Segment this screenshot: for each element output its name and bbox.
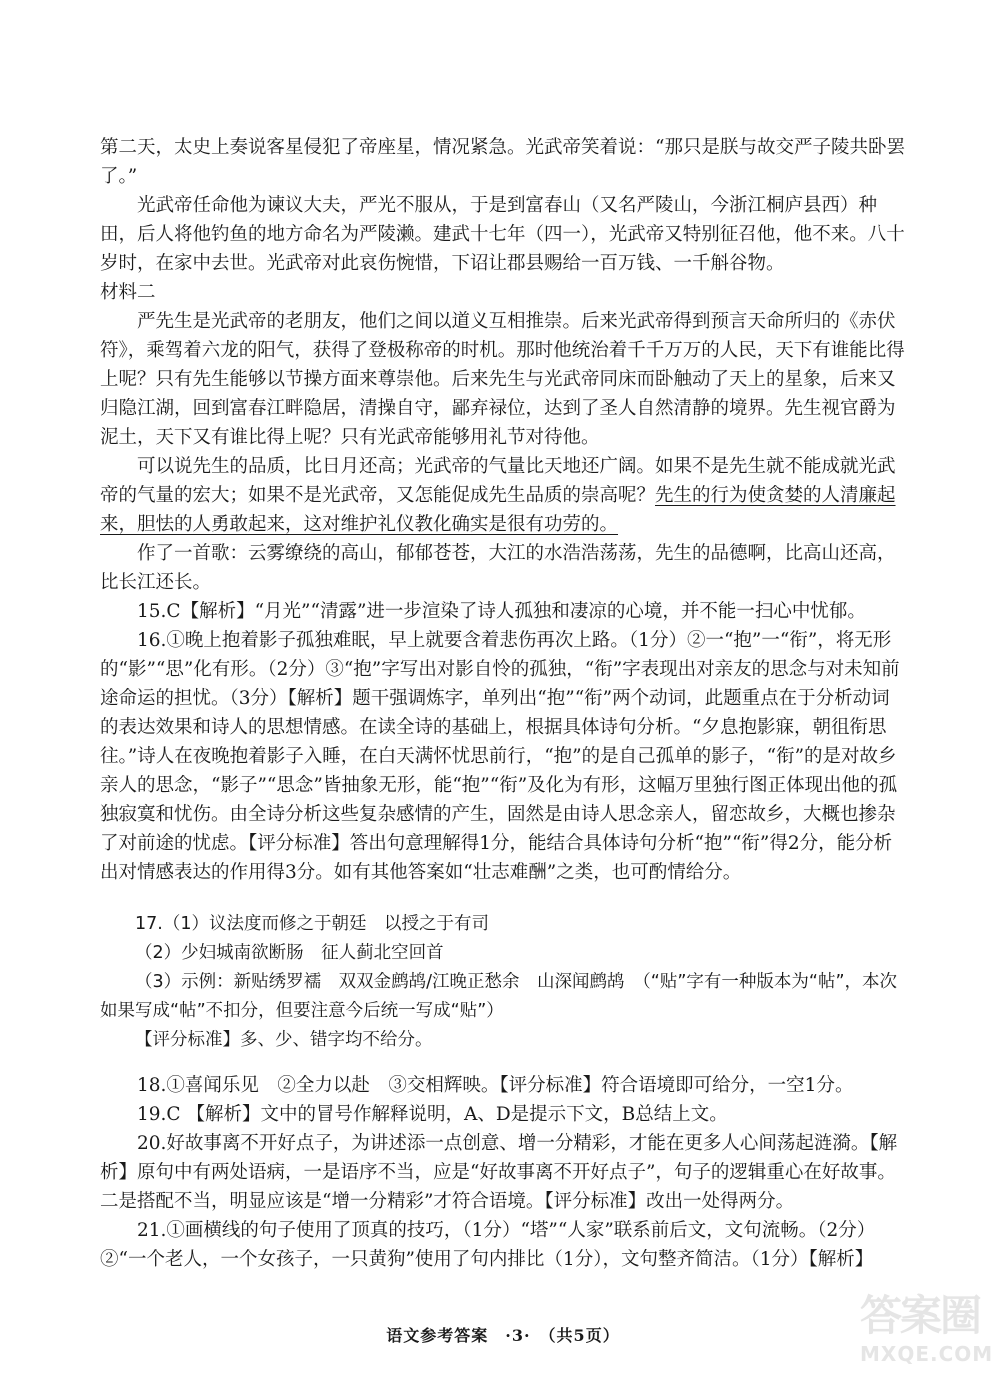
watermark-big-text: 答案圈 (860, 1291, 981, 1340)
answer-19: 19.C 【解析】文中的冒号作解释说明，A、D是提示下文，B总结上文。 (137, 1104, 728, 1125)
material2-paragraph-2-text: 可以说先生的品质，比日月还高；光武帝的气量比天地还广阔。如果不是先生就不能成就光武帝的气量的宏大；如果不是光武帝，又怎能促成先生品质的崇高呢？ (100, 456, 896, 506)
page-footer: 语文参考答案 ·3· （共5页） (386, 1326, 620, 1345)
answer-17-3: （3）示例：新贴绣罗襦 双双金鹧鸪/江晚正愁余 山深闻鹧鸪 （“贴”字有一种版本为“帖”，本次如果写成“帖”不扣分，但要注意今后统一写成“贴”） (100, 972, 898, 1021)
material2-paragraph-2 (100, 452, 906, 539)
material1-tail-paragraph-1: 第二天，太史上奏说客星侵犯了帝座星，情况紧急。光武帝笑着说：“那只是朕与故交严子陵共卧罢了。” (100, 137, 905, 187)
watermark-small-text: MXQE.COM (860, 1342, 994, 1366)
underlined-sentence: 先生的行为使贪婪的人清廉起来，胆怯的人勇敢起来，这对维护礼仪教化确实是很有功劳的。 (100, 485, 896, 535)
answer-17-1: 17.（1）议法度而修之于朝廷 以授之于有司 (135, 914, 489, 934)
answer-17-2: （2）少妇城南欲断肠 征人蓟北空回首 (135, 943, 444, 963)
answer-17-standard: 【评分标准】多、少、错字均不给分。 (135, 1030, 433, 1050)
answer-20: 20.好故事离不开好点子，为讲述添一点创意、增一分精彩，才能在更多人心间荡起涟漪。【解析】原句中有两处语病，一是语序不当，应是“好故事离不开好点子”，句子的逻辑重心在好故事。二是搭配不当，明显应该是“增一分精彩”才符合语境。【评分标准】改出一处得两分。 (100, 1133, 898, 1212)
answer-page (100, 0, 906, 1384)
watermark-logo (860, 1290, 994, 1380)
material2-paragraph-1: 严先生是光武帝的老朋友，他们之间以道义互相推崇。后来光武帝得到预言天命所归的《赤伏符》，乘驾着六龙的阳气，获得了登极称帝的时机。那时他统治着千千万万的人民，天下有谁能比得上呢？只有先生能够以节操方面来尊崇他。后来先生与光武帝同床而卧触动了天上的星象，后来又归隐江湖，回到富春江畔隐居，清操自守，鄙弃禄位，达到了圣人自然清静的境界。先生视官爵为泥土，天下又有谁比得上呢？只有光武帝能够用礼节对待他。 (100, 311, 905, 448)
material2-paragraph-3: 作了一首歌：云雾缭绕的高山，郁郁苍苍，大江的水浩浩荡荡，先生的品德啊，比高山还高，比长江还长。 (100, 543, 896, 593)
answer-18: 18.①喜闻乐见 ②全力以赴 ③交相辉映。【评分标准】符合语境即可给分，一空1分。 (137, 1075, 854, 1096)
answer-16: 16.①晚上抱着影子孤独难眠，早上就要含着悲伤再次上路。（1分）②一“抱”一“衔”，将无形的“影”“思”化有形。（2分）③“抱”字写出对影自怜的孤独，“衔”字表现出对亲友的思念与对未知前途命运的担忧。（3分）【解析】题干强调炼字，单列出“抱”“衔”两个动词，此题重点在于分析动词的表达效果和诗人的思想情感。在读全诗的基础上，根据具体诗句分析。“夕息抱影寐，朝徂衔思往。”诗人在夜晚抱着影子入睡，在白天满怀忧思前行，“抱”的是自己孤单的影子，“衔”的是对故乡亲人的思念，“影子”“思念”皆抽象无形，能“抱”“衔”及化为有形，这幅万里独行图正体现出他的孤独寂寞和忧伤。由全诗分析这些复杂感情的产生，固然是由诗人思念亲人，留恋故乡，大概也掺杂了对前途的忧虑。【评分标准】答出句意理解得1分，能结合具体诗句分析“抱”“衔”得2分，能分析出对情感表达的作用得3分。如有其他答案如“壮志难酬”之类，也可酌情给分。 (100, 630, 900, 883)
answer-15: 15.C【解析】“月光”“清露”进一步渲染了诗人孤独和凄凉的心境，并不能一扫心中忧郁。 (137, 601, 866, 622)
answer-21: 21.①画横线的句子使用了顶真的技巧，（1分）“塔”“人家”联系前后文，文句流畅。（2分）②“一个老人，一个女孩子，一只黄狗”使用了句内排比（1分），文句整齐简洁。（1分）【解析】 (100, 1220, 876, 1270)
material2-heading: 材料二 (100, 282, 156, 303)
material1-tail-paragraph-2: 光武帝任命他为谏议大夫，严光不服从，于是到富春山（又名严陵山，今浙江桐庐县西）种田，后人将他钓鱼的地方命名为严陵濑。建武十七年（四一），光武帝又特别征召他，他不来。八十岁时，在家中去世。光武帝对此哀伤惋惜，下诏让郡县赐给一百万钱、一千斛谷物。 (100, 195, 905, 274)
